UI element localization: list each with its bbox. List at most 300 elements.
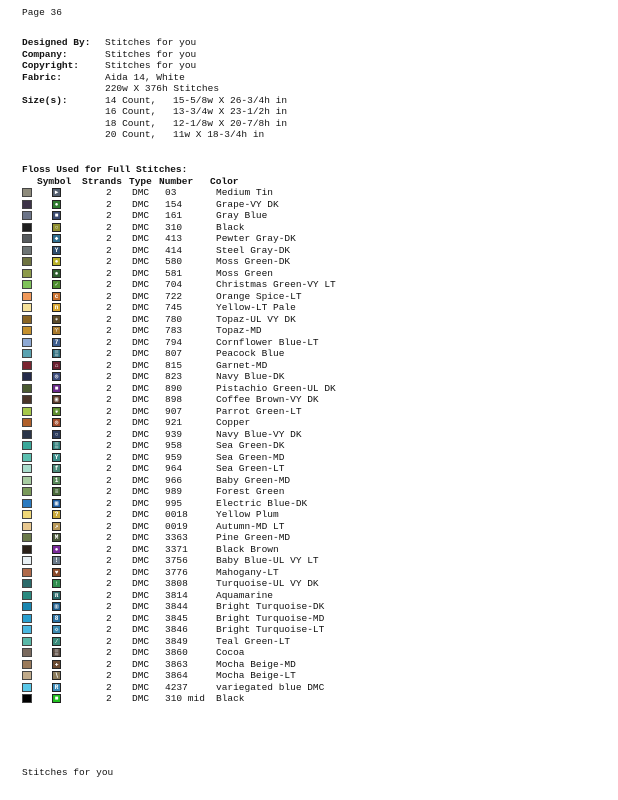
stitch-symbol-icon: ◎ bbox=[52, 372, 61, 381]
strands-value: 2 bbox=[106, 601, 112, 612]
type-value: DMC bbox=[132, 336, 150, 348]
floss-row bbox=[22, 383, 336, 395]
floss-table bbox=[22, 187, 336, 705]
color-name: Autumn-MD LT bbox=[216, 520, 285, 532]
color-name: Copper bbox=[216, 417, 251, 428]
designed-by-value: Stitches for you bbox=[105, 37, 197, 48]
stitch-symbol-icon: ◇ bbox=[52, 625, 61, 634]
strands-value: 2 bbox=[106, 221, 112, 233]
size-dims: 12-1/8w X 20-7/8h in bbox=[173, 117, 288, 129]
floss-row bbox=[22, 682, 336, 694]
type-value: DMC bbox=[132, 681, 150, 693]
color-name: Steel Gray-DK bbox=[216, 244, 291, 256]
number-value: 3863 bbox=[165, 658, 188, 670]
strands-value: 2 bbox=[106, 578, 112, 589]
stitch-symbol-icon: ∕ bbox=[52, 637, 61, 646]
color-swatch bbox=[22, 223, 32, 232]
stitch-symbol-icon: ▒ bbox=[52, 441, 61, 450]
number-value: 310 bbox=[165, 221, 183, 233]
strands-value: 2 bbox=[106, 520, 112, 532]
stitch-symbol-icon: ↑ bbox=[52, 579, 61, 588]
stitch-symbol-icon: ◎ bbox=[52, 418, 61, 427]
color-name: Baby Blue-UL VY LT bbox=[216, 555, 319, 566]
number-value: 964 bbox=[165, 463, 183, 474]
color-swatch bbox=[22, 614, 32, 623]
floss-row bbox=[22, 601, 336, 613]
header-symbol: Symbol bbox=[37, 176, 72, 187]
size-entry bbox=[105, 95, 287, 107]
color-name: Topaz-MD bbox=[216, 325, 262, 336]
type-value: DMC bbox=[132, 440, 150, 451]
header-type: Type bbox=[129, 176, 152, 187]
stitch-symbol-icon: ✶ bbox=[52, 315, 61, 324]
type-value: DMC bbox=[132, 279, 150, 290]
strands-value: 2 bbox=[106, 302, 112, 313]
stitch-symbol-icon: ▒ bbox=[52, 349, 61, 358]
color-name: Mocha Beige-MD bbox=[216, 658, 296, 670]
type-value: DMC bbox=[132, 578, 150, 589]
color-name: Orange Spice-LT bbox=[216, 290, 302, 302]
floss-row bbox=[22, 624, 336, 636]
stitch-symbol-icon: 7 bbox=[52, 338, 61, 347]
size-dims: 11w X 18-3/4h in bbox=[173, 129, 265, 140]
color-swatch bbox=[22, 395, 32, 404]
floss-row bbox=[22, 647, 336, 659]
strands-value: 2 bbox=[106, 233, 112, 244]
floss-row bbox=[22, 360, 336, 372]
color-swatch bbox=[22, 384, 32, 393]
strands-value: 2 bbox=[106, 497, 112, 509]
number-value: 794 bbox=[165, 336, 183, 348]
stitch-symbol-icon: 1 bbox=[52, 476, 61, 485]
stitch-symbol-icon: ▣ bbox=[52, 395, 61, 404]
color-name: Black bbox=[216, 693, 245, 704]
floss-row bbox=[22, 222, 336, 234]
color-swatch bbox=[22, 579, 32, 588]
strands-value: 2 bbox=[106, 440, 112, 451]
type-value: DMC bbox=[132, 566, 150, 578]
number-value: 3860 bbox=[165, 647, 188, 658]
color-name: Parrot Green-LT bbox=[216, 405, 302, 417]
color-swatch bbox=[22, 464, 32, 473]
floss-row bbox=[22, 440, 336, 452]
type-value: DMC bbox=[132, 325, 150, 336]
color-swatch bbox=[22, 326, 32, 335]
color-name: Sea Green-LT bbox=[216, 463, 285, 474]
type-value: DMC bbox=[132, 210, 150, 221]
floss-row bbox=[22, 544, 336, 556]
color-swatch bbox=[22, 545, 32, 554]
number-value: 921 bbox=[165, 417, 183, 428]
number-value: 3371 bbox=[165, 543, 188, 555]
floss-row bbox=[22, 279, 336, 291]
number-value: 890 bbox=[165, 382, 183, 394]
color-swatch bbox=[22, 441, 32, 450]
number-value: 161 bbox=[165, 210, 183, 221]
number-value: 989 bbox=[165, 486, 183, 497]
number-value: 722 bbox=[165, 290, 183, 302]
color-swatch bbox=[22, 510, 32, 519]
fabric-row bbox=[22, 72, 287, 84]
floss-row bbox=[22, 590, 336, 602]
strands-value: 2 bbox=[106, 325, 112, 336]
strands-value: 2 bbox=[106, 635, 112, 647]
type-value: DMC bbox=[132, 486, 150, 497]
number-value: 581 bbox=[165, 267, 183, 279]
floss-row bbox=[22, 693, 336, 705]
stitch-symbol-icon: ▥ bbox=[52, 602, 61, 611]
type-value: DMC bbox=[132, 635, 150, 647]
stitch-symbol-icon: ♥ bbox=[52, 568, 61, 577]
stitch-symbol-icon: ■ bbox=[52, 384, 61, 393]
color-swatch bbox=[22, 234, 32, 243]
color-name: Navy Blue-DK bbox=[216, 371, 285, 382]
sizes-row bbox=[22, 95, 287, 141]
strands-value: 2 bbox=[106, 555, 112, 566]
strands-value: 2 bbox=[106, 256, 112, 267]
page-footer: Stitches for you bbox=[22, 767, 114, 778]
type-value: DMC bbox=[132, 244, 150, 256]
number-value: 0019 bbox=[165, 520, 188, 532]
color-swatch bbox=[22, 671, 32, 680]
color-swatch bbox=[22, 694, 32, 703]
type-value: DMC bbox=[132, 302, 150, 313]
stitch-symbol-icon: ○ bbox=[52, 430, 61, 439]
stitches-spacer bbox=[22, 83, 105, 95]
number-value: 939 bbox=[165, 428, 183, 440]
color-name: Grape-VY DK bbox=[216, 198, 279, 210]
color-name: Teal Green-LT bbox=[216, 635, 291, 647]
stitch-symbol-icon: ✓ bbox=[52, 280, 61, 289]
floss-row bbox=[22, 578, 336, 590]
type-value: DMC bbox=[132, 589, 150, 601]
floss-row bbox=[22, 475, 336, 487]
size-count: 20 Count, bbox=[105, 129, 157, 140]
color-name: Black bbox=[216, 221, 245, 233]
strands-value: 2 bbox=[106, 210, 112, 221]
floss-row bbox=[22, 302, 336, 314]
color-swatch bbox=[22, 338, 32, 347]
color-name: Bright Turquoise-DK bbox=[216, 601, 325, 612]
strands-value: 2 bbox=[106, 658, 112, 670]
strands-value: 2 bbox=[106, 474, 112, 486]
fabric-label: Fabric: bbox=[22, 71, 62, 83]
color-swatch bbox=[22, 211, 32, 220]
type-value: DMC bbox=[132, 348, 150, 359]
type-value: DMC bbox=[132, 543, 150, 555]
strands-value: 2 bbox=[106, 428, 112, 440]
strands-value: 2 bbox=[106, 451, 112, 463]
floss-row bbox=[22, 613, 336, 625]
size-count: 18 Count, bbox=[105, 117, 157, 129]
stitch-symbol-icon: ○ bbox=[52, 223, 61, 232]
stitch-symbol-icon: ! bbox=[52, 556, 61, 565]
color-swatch bbox=[22, 476, 32, 485]
stitches-value: 220w X 376h Stitches bbox=[105, 83, 220, 94]
number-value: 3814 bbox=[165, 589, 188, 601]
strands-value: 2 bbox=[106, 359, 112, 371]
floss-row bbox=[22, 452, 336, 464]
color-swatch bbox=[22, 292, 32, 301]
color-swatch bbox=[22, 660, 32, 669]
strands-value: 2 bbox=[106, 670, 112, 681]
color-swatch bbox=[22, 625, 32, 634]
number-value: 4237 bbox=[165, 681, 188, 693]
color-swatch bbox=[22, 372, 32, 381]
color-name: Mahogany-LT bbox=[216, 566, 279, 578]
number-value: 580 bbox=[165, 256, 183, 267]
strands-value: 2 bbox=[106, 647, 112, 658]
color-swatch bbox=[22, 257, 32, 266]
company-row bbox=[22, 49, 287, 61]
type-value: DMC bbox=[132, 267, 150, 279]
floss-row bbox=[22, 636, 336, 648]
stitch-symbol-icon: ✸ bbox=[52, 269, 61, 278]
floss-table-header bbox=[22, 176, 239, 188]
color-swatch bbox=[22, 269, 32, 278]
color-swatch bbox=[22, 430, 32, 439]
type-value: DMC bbox=[132, 601, 150, 612]
number-value: 959 bbox=[165, 451, 183, 463]
size-dims: 13-3/4w X 23-1/2h in bbox=[173, 106, 288, 117]
color-name: Peacock Blue bbox=[216, 348, 285, 359]
page-label: Page 36 bbox=[22, 7, 62, 18]
strands-value: 2 bbox=[106, 198, 112, 210]
color-name: Cocoa bbox=[216, 647, 245, 658]
color-name: Forest Green bbox=[216, 486, 285, 497]
strands-value: 2 bbox=[106, 382, 112, 394]
floss-row bbox=[22, 406, 336, 418]
color-name: Aquamarine bbox=[216, 589, 274, 601]
type-value: DMC bbox=[132, 187, 150, 198]
color-swatch bbox=[22, 188, 32, 197]
color-swatch bbox=[22, 407, 32, 416]
type-value: DMC bbox=[132, 658, 150, 670]
color-name: Gray Blue bbox=[216, 210, 268, 221]
color-name: Turquoise-UL VY DK bbox=[216, 578, 319, 589]
number-value: 3844 bbox=[165, 601, 188, 612]
color-name: Cornflower Blue-LT bbox=[216, 336, 319, 348]
number-value: 3864 bbox=[165, 670, 188, 681]
color-swatch bbox=[22, 315, 32, 324]
sizes-label: Size(s): bbox=[22, 94, 68, 106]
type-value: DMC bbox=[132, 394, 150, 405]
color-name: Moss Green bbox=[216, 267, 274, 279]
strands-value: 2 bbox=[106, 693, 112, 704]
color-name: Navy Blue-VY DK bbox=[216, 428, 302, 440]
color-name: Sea Green-MD bbox=[216, 451, 285, 463]
floss-row bbox=[22, 245, 336, 257]
number-value: 03 bbox=[165, 187, 177, 198]
strands-value: 2 bbox=[106, 509, 112, 520]
copyright-label: Copyright: bbox=[22, 60, 80, 71]
type-value: DMC bbox=[132, 405, 150, 417]
strands-value: 2 bbox=[106, 187, 112, 198]
color-name: Garnet-MD bbox=[216, 359, 268, 371]
color-swatch bbox=[22, 637, 32, 646]
stitch-symbol-icon: ↗ bbox=[52, 522, 61, 531]
stitch-symbol-icon: ✚ bbox=[52, 660, 61, 669]
number-value: 907 bbox=[165, 405, 183, 417]
stitch-symbol-icon: ◆ bbox=[52, 234, 61, 243]
stitch-symbol-icon: ? bbox=[52, 510, 61, 519]
stitch-symbol-icon: ▦ bbox=[52, 499, 61, 508]
type-value: DMC bbox=[132, 497, 150, 509]
floss-row bbox=[22, 199, 336, 211]
color-name: Coffee Brown-VY DK bbox=[216, 394, 319, 405]
floss-row bbox=[22, 233, 336, 245]
color-name: Christmas Green-VY LT bbox=[216, 279, 336, 290]
type-value: DMC bbox=[132, 256, 150, 267]
type-value: DMC bbox=[132, 532, 150, 543]
stitch-symbol-icon: 8 bbox=[52, 614, 61, 623]
copyright-value: Stitches for you bbox=[105, 60, 197, 71]
number-value: 3846 bbox=[165, 624, 188, 635]
stitch-symbol-icon: ♈ bbox=[52, 326, 61, 335]
floss-row bbox=[22, 659, 336, 671]
number-value: 958 bbox=[165, 440, 183, 451]
strands-value: 2 bbox=[106, 486, 112, 497]
type-value: DMC bbox=[132, 233, 150, 244]
floss-row bbox=[22, 521, 336, 533]
stitch-symbol-icon: M bbox=[52, 533, 61, 542]
floss-row bbox=[22, 567, 336, 579]
company-value: Stitches for you bbox=[105, 48, 197, 60]
number-value: 3845 bbox=[165, 612, 188, 624]
type-value: DMC bbox=[132, 555, 150, 566]
number-value: 3849 bbox=[165, 635, 188, 647]
stitch-symbol-icon: ■ bbox=[52, 694, 61, 703]
strands-value: 2 bbox=[106, 405, 112, 417]
number-value: 966 bbox=[165, 474, 183, 486]
header-number: Number bbox=[159, 176, 194, 187]
color-name: Yellow-LT Pale bbox=[216, 302, 296, 313]
type-value: DMC bbox=[132, 198, 150, 210]
color-swatch bbox=[22, 361, 32, 370]
number-value: 780 bbox=[165, 313, 183, 325]
number-value: 745 bbox=[165, 302, 183, 313]
strands-value: 2 bbox=[106, 267, 112, 279]
color-swatch bbox=[22, 568, 32, 577]
floss-row bbox=[22, 337, 336, 349]
strands-value: 2 bbox=[106, 290, 112, 302]
type-value: DMC bbox=[132, 670, 150, 681]
stitches-row bbox=[22, 83, 287, 95]
type-value: DMC bbox=[132, 221, 150, 233]
floss-row bbox=[22, 532, 336, 544]
strands-value: 2 bbox=[106, 463, 112, 474]
color-swatch bbox=[22, 499, 32, 508]
type-value: DMC bbox=[132, 624, 150, 635]
number-value: 0018 bbox=[165, 509, 188, 520]
strands-value: 2 bbox=[106, 566, 112, 578]
color-name: Baby Green-MD bbox=[216, 474, 291, 486]
number-value: 3808 bbox=[165, 578, 188, 589]
color-swatch bbox=[22, 591, 32, 600]
color-name: Black Brown bbox=[216, 543, 279, 555]
strands-value: 2 bbox=[106, 543, 112, 555]
color-name: Electric Blue-DK bbox=[216, 497, 308, 509]
type-value: DMC bbox=[132, 382, 150, 394]
color-swatch bbox=[22, 280, 32, 289]
type-value: DMC bbox=[132, 371, 150, 382]
designed-by-label: Designed By: bbox=[22, 37, 91, 48]
color-swatch bbox=[22, 522, 32, 531]
number-value: 154 bbox=[165, 198, 183, 210]
strands-value: 2 bbox=[106, 371, 112, 382]
stitch-symbol-icon: ● bbox=[52, 257, 61, 266]
floss-row bbox=[22, 348, 336, 360]
number-value: 3756 bbox=[165, 555, 188, 566]
floss-row bbox=[22, 187, 336, 199]
stitch-symbol-icon: c bbox=[52, 292, 61, 301]
type-value: DMC bbox=[132, 612, 150, 624]
floss-row bbox=[22, 256, 336, 268]
size-dims: 15-5/8w X 26-3/4h in bbox=[173, 94, 288, 106]
color-swatch bbox=[22, 602, 32, 611]
number-value: 823 bbox=[165, 371, 183, 382]
stitch-symbol-icon: ■ bbox=[52, 211, 61, 220]
color-name: Pistachio Green-UL DK bbox=[216, 382, 336, 394]
floss-row bbox=[22, 371, 336, 383]
stitch-symbol-icon: Y bbox=[52, 453, 61, 462]
type-value: DMC bbox=[132, 451, 150, 463]
number-value: 310 mid bbox=[165, 693, 205, 704]
stitch-symbol-icon: ▒ bbox=[52, 648, 61, 657]
fabric-value: Aida 14, White bbox=[105, 71, 185, 83]
stitch-symbol-icon: ● bbox=[52, 200, 61, 209]
number-value: 413 bbox=[165, 233, 183, 244]
copyright-row bbox=[22, 60, 287, 72]
size-count: 14 Count, bbox=[105, 94, 157, 106]
color-name: Bright Turquoise-MD bbox=[216, 612, 325, 624]
stitch-symbol-icon: R bbox=[52, 683, 61, 692]
color-swatch bbox=[22, 453, 32, 462]
strands-value: 2 bbox=[106, 244, 112, 256]
company-label: Company: bbox=[22, 48, 68, 60]
color-name: Mocha Beige-LT bbox=[216, 670, 296, 681]
type-value: DMC bbox=[132, 474, 150, 486]
stitch-symbol-icon: π bbox=[52, 591, 61, 600]
pattern-metadata bbox=[22, 37, 287, 141]
number-value: 995 bbox=[165, 497, 183, 509]
size-count: 16 Count, bbox=[105, 106, 157, 117]
color-name: Bright Turquoise-LT bbox=[216, 624, 325, 635]
color-name: variegated blue DMC bbox=[216, 681, 325, 693]
floss-row bbox=[22, 555, 336, 567]
strands-value: 2 bbox=[106, 313, 112, 325]
color-swatch bbox=[22, 556, 32, 565]
floss-row bbox=[22, 486, 336, 498]
strands-value: 2 bbox=[106, 279, 112, 290]
stitch-symbol-icon: Y bbox=[52, 246, 61, 255]
stitch-symbol-icon: ► bbox=[52, 188, 61, 197]
strands-value: 2 bbox=[106, 417, 112, 428]
floss-row bbox=[22, 498, 336, 510]
number-value: 3363 bbox=[165, 532, 188, 543]
color-swatch bbox=[22, 200, 32, 209]
size-entry bbox=[105, 129, 287, 141]
strands-value: 2 bbox=[106, 624, 112, 635]
number-value: 807 bbox=[165, 348, 183, 359]
color-name: Sea Green-DK bbox=[216, 440, 285, 451]
strands-value: 2 bbox=[106, 532, 112, 543]
stitch-symbol-icon: n bbox=[52, 303, 61, 312]
strands-value: 2 bbox=[106, 336, 112, 348]
color-name: Medium Tin bbox=[216, 187, 274, 198]
floss-row bbox=[22, 417, 336, 429]
floss-row bbox=[22, 463, 336, 475]
